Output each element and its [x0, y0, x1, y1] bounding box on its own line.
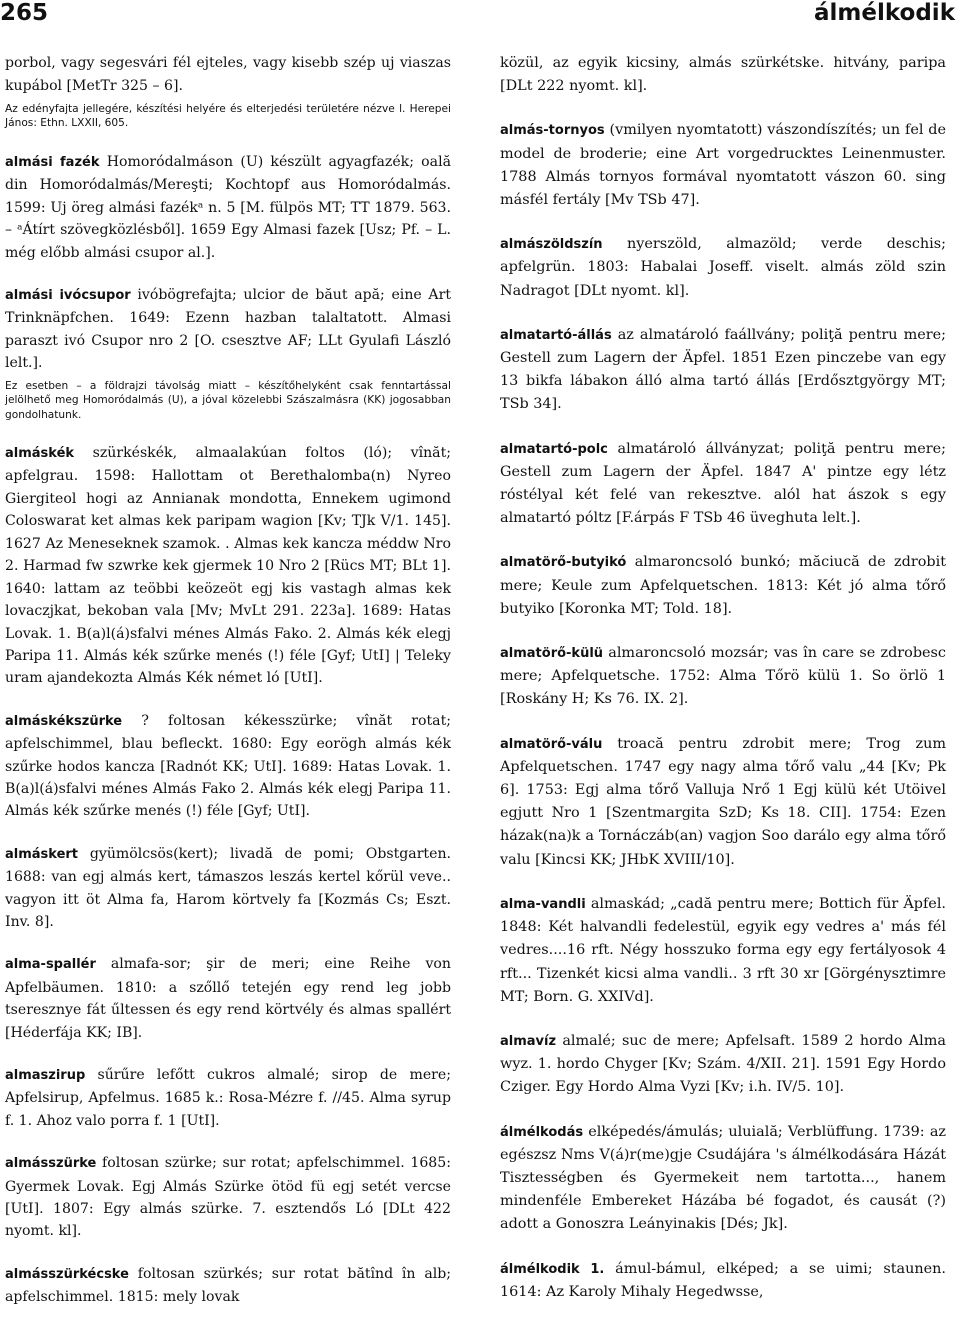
entry-text: (vmilyen nyomtatott) vászondíszítés; un fel de model de broderie; eine Art vorgedrucktes Leinenmuster. 1788 Almás tornyos formával nyomtatott vászon 60. sing másfél fertály [Mv TSb 47].	[500, 122, 946, 209]
entry-text: troacă pentru zdrobit mere; Trog zum Apfelquetschen. 1747 egy nagy alma tőrő valu „44 [Kv; Pk 6]. 1753: Egj alma tőrő Valluja Nrő 1 Egj külü két Utöivel egjutt Nro 1 [Szentmargita SzD; Ks 18. CII]. 1754: Ezen házak(na)k a Tornáczáb(an) vagjon Soo darálo egy alma tőrő valu [Kincsi KK; JHbK XVIII/10].	[500, 735, 946, 868]
entry-text: foltosan szürkés; sur rotat bătînd în alb; apfelschimmel. 1815: mely lovak	[5, 1265, 452, 1306]
left-column	[5, 52, 451, 1328]
entry-note: Az edényfajta jellegére, készítési helyére és elterjedési területére nézve l. Herepei János: Ethn. LXXII, 605.	[5, 102, 451, 130]
entry-text: almalé; suc de mere; Apfelsaft. 1589 2 hordo Alma wyz. 1. hordo Chyger [Kv; Szám. 4/XII. 21]. 1591 Egy Hordo Cziger. Egy Hordo Alma Vyzi [Kv; i.h. IV/5. 10].	[500, 1032, 946, 1096]
dictionary-entry	[500, 438, 946, 531]
dictionary-entry	[500, 324, 946, 417]
dictionary-entry	[5, 843, 451, 934]
entry-text: ivóbögrefajta; ulcior de băut apă; eine Art Trinknäpfchen. 1649: Ezenn hazban talaltatott. Almasi paraszt ivó Csupor nro 2 [O. csesztve AF; LLt Gyulafi László lelt.].	[5, 286, 451, 372]
entry-text: porbol, vagy segesvári fél ejteles, vagy kisebb szép uj viaszas kupábol [MetTr 325 – 6].	[5, 55, 451, 95]
entry-note: Ez esetben – a földrajzi távolság miatt – készítőhelyként csak fenntartással jelölhető meg Homoródalmás (U), a jóval közelebbi Szászalmásra (KK) jogosabban gondolhatunk.	[5, 379, 451, 421]
dictionary-entry	[500, 893, 946, 1009]
dictionary-entry	[5, 284, 451, 422]
entry-headword: almásszürke	[5, 1156, 97, 1172]
dictionary-entry	[5, 52, 451, 131]
dictionary-entry	[5, 1064, 451, 1132]
dictionary-entry	[500, 733, 946, 872]
entry-text: ? foltosan kékesszürke; vînăt rotat; apfelschimmel, blau befleckt. 1680: Egy eorögh almás kék szűrke hodos kancza [Radnót KK; UtI]. 1689: Hatas Lovak. 1. B(a)l(á)sfalvi ménes Almás Fako 2. Almás kék elegj Paripa 11. Almás kék szűrke menés (!) féle [Gyf; UtI].	[5, 712, 451, 820]
entry-text: almaroncsoló bunkó; măciucă de zdrobit mere; Keule zum Apfelquetschen. 1813: Két jó alma tőrő butyiko [Koronka MT; Told. 18].	[500, 554, 946, 617]
entry-headword: álmélkodik 1.	[500, 1261, 605, 1277]
entry-text: szürkéskék, almaalakúan foltos (ló); vînăt; apfelgrau. 1598: Hallottam ot Berethalomba(n) Nyreo Giergiteol hogi az Annianak mondotta, Ennekem ugimond Coloswarat ket almas kek paripam wagion [Kv; TJk V/1. 145]. 1627 Az Meneseknek szamok. . Almas kek kancza méddw Nro 2. Harmad fw szwrke kek gjermek 10 Nro 2 [Rücs MT; BLt 1]. 1640: lattam az teöbbi keözeöt egj kis vastagh almas kek lovaczjkat, bekoban vala [Mv; MvLt 291. 223a]. 1689: Hatas Lovak. 1. B(a)l(á)sfalvi ménes Almás Fako. 2. Almás kék elegj Paripa 11. Almás kék szűrke menés (!) féle [Gyf; UtI] | Teleky uram ajandekozta Almás Kék német ló [UtI].	[5, 444, 452, 687]
entry-headword: almatörő-válu	[500, 736, 603, 752]
entry-headword: almatörő-butyikó	[500, 555, 627, 571]
entry-headword: almavíz	[500, 1033, 557, 1049]
entry-text: almaskád; „cadă pentru mere; Bottich für Äpfel. 1848: Két halvandli fedelestül, egyik egy vedres a' más fél vedres....16 rft. Négy hosszuko forma egy egy fertályosok 4 rft... Tizenkét kicsi alma vandli.. 3 rft 30 xr [Görgénysztimre MT; Born. G. XXIVd].	[500, 895, 947, 1005]
entry-text: almafa-sor; şir de meri; eine Reihe von Apfelbäumen. 1810: a szőllő tetején egy rend leg jobb tseresznye fát űltessen és egy rend körtvély és almas spallért [Héderfája KK; IB].	[5, 956, 451, 1041]
entry-headword: almáskék	[5, 445, 75, 461]
entry-headword: almatörő-külü	[500, 646, 604, 662]
right-column	[500, 52, 946, 1325]
dictionary-entry	[500, 1258, 946, 1304]
entry-text: sűrűre lefőtt cukros almalé; sirop de mere; Apfelsirup, Apfelmus. 1685 k.: Rosa-Mézre f. //45. Alma syrup f. 1. Ahoz valo porra f. 1 [UtI].	[5, 1066, 451, 1129]
dictionary-entry	[500, 1121, 946, 1237]
dictionary-entry	[5, 1263, 451, 1309]
entry-text: nyerszöld, almazöld; verde deschis; apfelgrün. 1803: Habalai Joseff. viselt. almás zöld szin Nadragot [DLt nyomt. kl].	[500, 236, 946, 299]
entry-headword: almaszirup	[5, 1067, 86, 1083]
entry-headword: alma-vandli	[500, 896, 586, 912]
entry-headword: almási ivócsupor	[5, 287, 131, 303]
dictionary-entry	[500, 233, 946, 303]
dictionary-entry	[500, 642, 946, 712]
dictionary-entry	[5, 442, 451, 690]
dictionary-entry	[500, 119, 946, 212]
entry-headword: almáskékszürke	[5, 713, 123, 729]
entry-text: foltosan szürke; sur rotat; apfelschimmel. 1685: Gyermek Lovak. Egj Almás Szürke ötöd fü egj setét vercse [UtI]. 1807: Egy almás szürke. 7. esztendős Ló [DLt 422 nyomt. kl].	[5, 1155, 451, 1240]
entry-headword: almáskert	[5, 846, 79, 862]
entry-headword: almás-tornyos	[500, 123, 605, 139]
entry-headword: almásszürkécske	[5, 1266, 129, 1282]
dictionary-entry	[500, 52, 946, 98]
page-header	[0, 0, 960, 36]
entry-text: gyümölcsös(kert); livadă de pomi; Obstgarten. 1688: van egj almás kert, támaszos leszás kertel kőrül veve.. vagyon itt öt Alma fa, Harom körtvely fa [Kozmás Cs; Eszt. Inv. 8].	[5, 845, 451, 931]
entry-headword: almatartó-polc	[500, 441, 608, 457]
entry-text: almatároló állványzat; poliţă pentru mere; Gestell zum Lagern der Äpfel. 1847 A' pintze egy létz róstélyal két felé van rekesztve. alól hat ászok s egy almatartó póltz [F.árpás F TSb 46 üveghuta lelt.].	[500, 440, 947, 527]
entry-headword: almászöldszín	[500, 237, 603, 253]
entry-text: almaroncsoló mozsár; vas în care se zdrobesc mere; Apfelquetsche. 1752: Alma Tőrö külü 1. So örlö 1 [Roskány H; Ks 76. IX. 2].	[500, 645, 946, 708]
entry-text: ámul-bámul, elképed; a se uimi; staunen. 1614: Az Karoly Mihaly Hegedwsse,	[500, 1260, 946, 1300]
dictionary-entry	[5, 710, 451, 823]
entry-text: Homoródalmáson (U) készült agyagfazék; oală din Homoródalmás/Mereşti; Kochtopf aus Homoródalmás. 1599: Uj öreg almási fazékᵃ n. 5 [M. fülpös MT; TT 1879. 563. – ᵃÁtírt szövegközlésből]. 1659 Egy Almasi fazek [Usz; Pf. – L. még előbb almási csupor al.].	[5, 153, 451, 261]
running-head: álmélkodik	[814, 0, 955, 26]
dictionary-entry	[500, 1030, 946, 1100]
entry-headword: álmélkodás	[500, 1124, 584, 1140]
dictionary-entry	[5, 1152, 451, 1243]
entry-headword: almási fazék	[5, 154, 100, 170]
page-number: 265	[0, 0, 49, 26]
entry-text: az almatároló faállvány; poliţă pentru mere; Gestell zum Lagern der Äpfel. 1851 Ezen pinczebe van egy 13 bikfa lábakon álló alma tartó állás [Erdősztgyörgy MT; TSb 34].	[500, 326, 946, 413]
entry-headword: almatartó-állás	[500, 327, 612, 343]
entry-headword: alma-spallér	[5, 957, 96, 973]
dictionary-entry	[500, 551, 946, 621]
dictionary-entry	[5, 151, 451, 264]
entry-text: elképedés/ámulás; uluială; Verblüffung. 1739: az egészsz Nms V(á)r(me)gje Csudájára 's álmélkodására Házát Tisztességben és Gyermekeit nem tartotta..., hanem mindenféle Embereket Házába bé fogadot, és causát (?) adott a Gonoszra Leányinakis [Dés; Jk].	[500, 1123, 946, 1233]
entry-text: közül, az egyik kicsiny, almás szürkétske. hitvány, paripa [DLt 222 nyomt. kl].	[500, 55, 946, 95]
dictionary-entry	[5, 953, 451, 1044]
